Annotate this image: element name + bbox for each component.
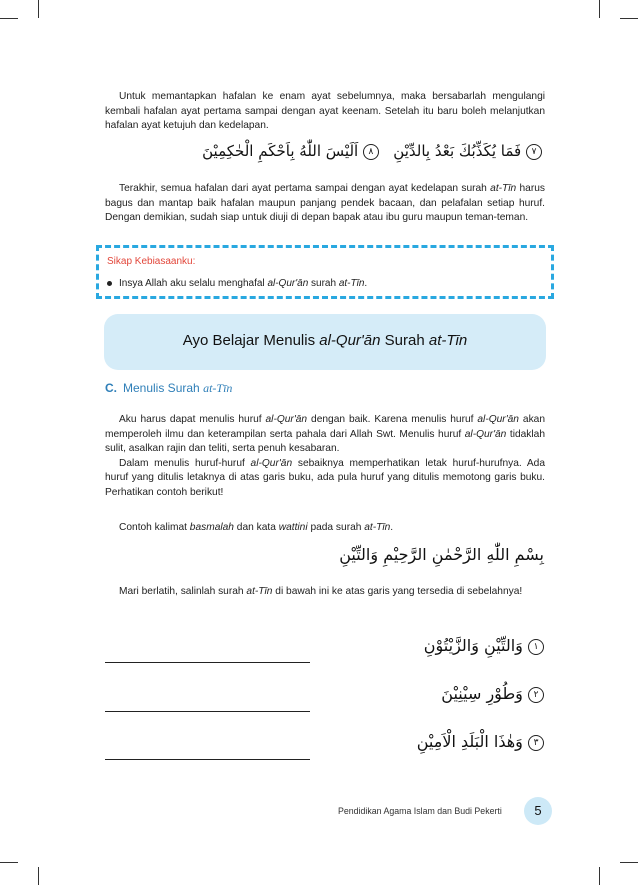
text: akan memperoleh ilmu dan keterampilan serta pahala dari Allah Swt. Menulis huruf — [105, 414, 546, 440]
writing-line[interactable] — [105, 759, 310, 760]
text: Mari berlatih, salinlah surah — [119, 586, 247, 597]
habit-box — [96, 245, 554, 299]
text: Surah — [380, 332, 429, 349]
surah-name: at-Tīn — [490, 183, 517, 194]
habit-item — [107, 278, 367, 289]
paragraph-text: Untuk memantapkan hafalan ke enam ayat sebelumnya, maka bersabarlah mengulangi kembali hafalan ayat pertama sampai dengan ayat keenam. Setelah itu baru boleh melanjutkan hafalan ayat ketujuh dan kedelapan. — [105, 91, 545, 132]
text: dan kata — [233, 522, 279, 533]
crop-mark — [599, 867, 600, 885]
text: Contoh kalimat — [119, 522, 190, 533]
arabic-basmalah-example: بِسْمِ اللّٰهِ الرَّحْمٰنِ الرَّحِيْمِ وَالتِّيْنِ — [339, 545, 544, 564]
writing-line[interactable] — [105, 662, 310, 663]
text: al-Qur'ān — [267, 278, 309, 289]
text: Insya Allah aku selalu menghafal — [119, 278, 268, 289]
text: at-Tīn — [364, 522, 391, 533]
crop-mark — [0, 18, 18, 19]
practice-verse — [380, 684, 544, 703]
text: di bawah ini ke atas garis yang tersedia di sebelahnya! — [272, 586, 523, 597]
text: pada surah — [307, 522, 365, 533]
page-number: 5 — [524, 797, 552, 825]
text: Terakhir, semua hafalan dari ayat pertama sampai dengan ayat kedelapan surah — [119, 183, 491, 194]
text: al-Qur'ān — [250, 457, 293, 469]
text: sebaiknya memperhatikan letak huruf-hurufnya. Ada huruf yang ditulis letaknya di atas garis buku, ada pula huruf yang ditulis memotong garis buku. Perhatikan contoh berikut! — [105, 457, 545, 498]
text: . — [390, 522, 394, 533]
text: al-Qur'ān — [265, 414, 308, 425]
arabic-verse-1: وَالتِّيْنِ وَالزَّيْتُوْنِ — [423, 636, 523, 655]
footer-book-title: Pendidikan Agama Islam dan Budi Pekerti — [338, 806, 502, 816]
text: . — [364, 278, 368, 289]
text: dengan baik. Karena menulis huruf — [307, 414, 478, 425]
paragraph-instruction — [105, 585, 545, 600]
crop-mark — [620, 862, 638, 863]
crop-mark — [0, 862, 18, 863]
lesson-banner — [104, 314, 546, 370]
text: al-Qur'ān — [319, 332, 381, 349]
section-title-italic: at-Tīn — [203, 381, 233, 395]
paragraph-writing — [105, 413, 545, 501]
text: al-Qur'ān — [464, 428, 507, 440]
crop-mark — [38, 0, 39, 18]
text: Dalam menulis huruf-huruf — [119, 457, 251, 469]
text: basmalah — [189, 522, 234, 533]
paragraph-intro — [105, 90, 545, 134]
text: Ayo Belajar Menulis — [182, 332, 320, 349]
bullet-icon — [107, 281, 112, 286]
writing-line[interactable] — [105, 711, 310, 712]
arabic-verse-7: فَمَا يُكَذِّبُكَ بَعْدُ بِالدِّيْنِ — [393, 142, 522, 160]
text: at-Tīn — [428, 332, 468, 349]
practice-verse — [380, 732, 544, 751]
section-heading — [105, 381, 232, 396]
text: Aku harus dapat menulis huruf — [119, 414, 266, 425]
arabic-verses-7-8 — [170, 142, 542, 160]
crop-mark — [599, 0, 600, 18]
text: wattini — [278, 522, 308, 533]
text: surah — [308, 278, 339, 289]
section-letter: C. — [105, 381, 117, 395]
text: at-Tīn — [246, 586, 273, 597]
practice-verse — [380, 636, 544, 655]
verse-number-badge: ٢ — [528, 687, 544, 703]
verse-number-badge: ١ — [528, 639, 544, 655]
arabic-verse-2: وَطُوْرِ سِيْنِيْنَ — [441, 684, 523, 703]
paragraph-final-hafalan — [105, 182, 545, 226]
arabic-verse-8: اَلَيْسَ اللّٰهُ بِاَحْكَمِ الْحٰكِمِيْنَ — [202, 142, 359, 160]
text: al-Qur'ān — [477, 414, 519, 425]
crop-mark — [38, 867, 39, 885]
verse-number-badge: ٣ — [528, 735, 544, 751]
text: at-Tīn — [338, 278, 365, 289]
habit-box-title: Sikap Kebiasaanku: — [107, 256, 196, 267]
verse-number-badge: ٧ — [526, 144, 542, 160]
text: tidaklah sulit, asalkan rajin dan teliti, serta penuh kesabaran. — [105, 428, 545, 455]
arabic-verse-3: وَهٰذَا الْبَلَدِ الْاَمِيْنِ — [416, 732, 523, 751]
banner-title — [104, 332, 546, 349]
section-title: Menulis Surah — [123, 381, 200, 395]
text: harus bagus dan mantap baik hafalan maupun panjang pendek bacaan, dan pelafalan setiap huruf. Dengan demikian, sudah siap untuk diuji di depan bapak atau ibu guru maupun teman-teman. — [105, 183, 545, 224]
paragraph-example — [105, 521, 545, 536]
crop-mark — [620, 18, 638, 19]
verse-number-badge: ٨ — [363, 144, 379, 160]
